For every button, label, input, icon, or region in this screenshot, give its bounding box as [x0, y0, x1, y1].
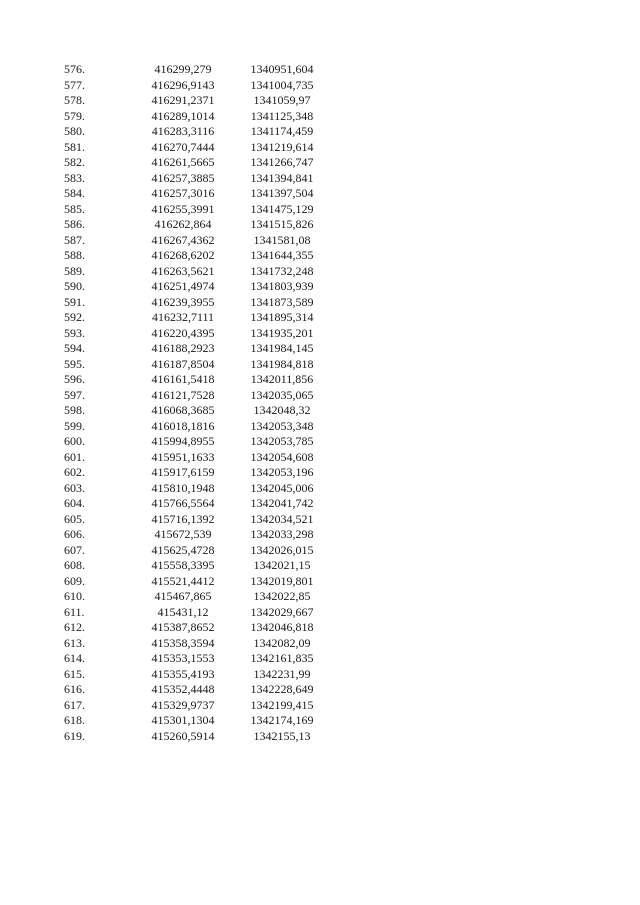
x-coordinate: 415329,9737 [151, 697, 215, 712]
table-row [64, 636, 332, 652]
table-row [64, 434, 332, 450]
x-coordinate: 415387,8652 [151, 620, 215, 634]
point-number: 615. [64, 666, 85, 681]
point-number: 585. [64, 201, 85, 216]
point-number: 616. [64, 682, 85, 696]
point-number: 608. [64, 558, 85, 572]
table-row [64, 326, 332, 342]
y-coordinate: 1342082,09 [253, 635, 311, 650]
x-coordinate: 416257,3016 [151, 186, 215, 200]
x-coordinate: 416270,7444 [151, 139, 215, 154]
x-coordinate: 416188,2923 [151, 341, 215, 355]
table-row [64, 155, 332, 171]
table-row [64, 62, 332, 78]
x-coordinate: 416068,3685 [151, 403, 215, 417]
x-coordinate: 416018,1816 [151, 418, 215, 433]
x-coordinate: 416291,2371 [151, 93, 215, 107]
table-row [64, 233, 332, 249]
x-coordinate: 416289,1014 [151, 108, 215, 123]
table-row [64, 310, 332, 326]
y-coordinate: 1341004,735 [250, 77, 314, 92]
y-coordinate: 1341394,841 [250, 170, 314, 185]
x-coordinate: 415355,4193 [151, 666, 215, 681]
table-row [64, 202, 332, 218]
point-number: 586. [64, 217, 85, 231]
point-number: 582. [64, 155, 85, 169]
point-number: 577. [64, 77, 85, 92]
table-row [64, 341, 332, 357]
point-number: 595. [64, 356, 85, 371]
point-number: 598. [64, 403, 85, 417]
table-row [64, 729, 332, 745]
y-coordinate: 1341059,97 [253, 93, 311, 107]
point-number: 607. [64, 542, 85, 557]
table-row [64, 78, 332, 94]
x-coordinate: 415917,6159 [151, 465, 215, 479]
y-coordinate: 1342019,801 [250, 573, 314, 588]
y-coordinate: 1342041,742 [250, 496, 314, 510]
table-row [64, 543, 332, 559]
x-coordinate: 415521,4412 [151, 573, 215, 588]
x-coordinate: 415766,5564 [151, 496, 215, 510]
point-number: 600. [64, 434, 85, 448]
point-number: 604. [64, 496, 85, 510]
point-number: 583. [64, 170, 85, 185]
x-coordinate: 415467,865 [154, 589, 212, 603]
x-coordinate: 415810,1948 [151, 480, 215, 495]
table-row [64, 403, 332, 419]
y-coordinate: 1342026,015 [250, 542, 314, 557]
y-coordinate: 1341515,826 [250, 217, 314, 231]
point-number: 614. [64, 651, 85, 665]
x-coordinate: 416232,7111 [151, 310, 215, 324]
x-coordinate: 416187,8504 [151, 356, 215, 371]
point-number: 587. [64, 232, 85, 247]
table-row [64, 419, 332, 435]
x-coordinate: 415672,539 [154, 527, 212, 541]
point-number: 579. [64, 108, 85, 123]
y-coordinate: 1342048,32 [253, 403, 311, 417]
x-coordinate: 416267,4362 [151, 232, 215, 247]
x-coordinate: 416268,6202 [151, 248, 215, 262]
point-number: 588. [64, 248, 85, 262]
point-number: 584. [64, 186, 85, 200]
x-coordinate: 415352,4448 [151, 682, 215, 696]
y-coordinate: 1341935,201 [250, 325, 314, 340]
x-coordinate: 415353,1553 [151, 651, 215, 665]
table-row [64, 186, 332, 202]
table-row [64, 558, 332, 574]
table-row [64, 248, 332, 264]
table-row [64, 605, 332, 621]
y-coordinate: 1340951,604 [250, 62, 314, 76]
y-coordinate: 1342053,196 [250, 465, 314, 479]
point-number: 610. [64, 589, 85, 603]
table-row [64, 667, 332, 683]
x-coordinate: 415301,1304 [151, 713, 215, 727]
x-coordinate: 415994,8955 [151, 434, 215, 448]
table-row [64, 357, 332, 373]
x-coordinate: 415260,5914 [151, 728, 215, 743]
point-number: 593. [64, 325, 85, 340]
y-coordinate: 1342174,169 [250, 713, 314, 727]
x-coordinate: 416262,864 [154, 217, 212, 231]
x-coordinate: 416255,3991 [151, 201, 215, 216]
x-coordinate: 415431,12 [157, 604, 209, 619]
y-coordinate: 1341803,939 [250, 279, 314, 293]
y-coordinate: 1341732,248 [250, 263, 314, 278]
y-coordinate: 1342029,667 [250, 604, 314, 619]
y-coordinate: 1341644,355 [250, 248, 314, 262]
y-coordinate: 1342155,13 [253, 728, 311, 743]
coordinate-table-body [64, 62, 332, 744]
point-number: 592. [64, 310, 85, 324]
point-number: 597. [64, 387, 85, 402]
y-coordinate: 1342035,065 [250, 387, 314, 402]
point-number: 589. [64, 263, 85, 278]
y-coordinate: 1342022,85 [253, 589, 311, 603]
y-coordinate: 1341873,589 [250, 294, 314, 309]
y-coordinate: 1341125,348 [250, 108, 314, 123]
table-row [64, 264, 332, 280]
y-coordinate: 1342045,006 [250, 480, 314, 495]
point-number: 580. [64, 124, 85, 138]
y-coordinate: 1342161,835 [250, 651, 314, 665]
coordinate-table [64, 62, 332, 744]
y-coordinate: 1342054,608 [250, 449, 314, 464]
table-row [64, 279, 332, 295]
point-number: 591. [64, 294, 85, 309]
point-number: 611. [64, 604, 85, 619]
table-row [64, 713, 332, 729]
table-row [64, 512, 332, 528]
y-coordinate: 1342053,785 [250, 434, 314, 448]
point-number: 613. [64, 635, 85, 650]
x-coordinate: 415558,3395 [151, 558, 215, 572]
point-number: 619. [64, 728, 85, 743]
y-coordinate: 1342021,15 [253, 558, 311, 572]
y-coordinate: 1341266,747 [250, 155, 314, 169]
point-number: 581. [64, 139, 85, 154]
y-coordinate: 1342011,856 [250, 372, 314, 386]
point-number: 603. [64, 480, 85, 495]
table-row [64, 574, 332, 590]
x-coordinate: 416220,4395 [151, 325, 215, 340]
y-coordinate: 1341895,314 [250, 310, 314, 324]
x-coordinate: 416251,4974 [151, 279, 215, 293]
table-row [64, 93, 332, 109]
point-number: 601. [64, 449, 85, 464]
y-coordinate: 1341581,08 [253, 232, 311, 247]
table-row [64, 171, 332, 187]
table-row [64, 481, 332, 497]
table-row [64, 465, 332, 481]
point-number: 618. [64, 713, 85, 727]
x-coordinate: 416161,5418 [151, 372, 215, 386]
point-number: 590. [64, 279, 85, 293]
point-number: 599. [64, 418, 85, 433]
x-coordinate: 416121,7528 [151, 387, 215, 402]
y-coordinate: 1342053,348 [250, 418, 314, 433]
x-coordinate: 416283,3116 [151, 124, 215, 138]
y-coordinate: 1342033,298 [250, 527, 314, 541]
x-coordinate: 416257,3885 [151, 170, 215, 185]
table-row [64, 651, 332, 667]
point-number: 576. [64, 62, 85, 76]
table-row [64, 682, 332, 698]
point-number: 602. [64, 465, 85, 479]
table-row [64, 124, 332, 140]
y-coordinate: 1341219,614 [250, 139, 314, 154]
y-coordinate: 1341174,459 [250, 124, 314, 138]
point-number: 617. [64, 697, 85, 712]
point-number: 594. [64, 341, 85, 355]
point-number: 606. [64, 527, 85, 541]
table-row [64, 388, 332, 404]
y-coordinate: 1341475,129 [250, 201, 314, 216]
table-row [64, 698, 332, 714]
table-row [64, 527, 332, 543]
point-number: 612. [64, 620, 85, 634]
x-coordinate: 415951,1633 [151, 449, 215, 464]
table-row [64, 295, 332, 311]
x-coordinate: 416296,9143 [151, 77, 215, 92]
point-number: 609. [64, 573, 85, 588]
y-coordinate: 1341984,145 [250, 341, 314, 355]
x-coordinate: 415625,4728 [151, 542, 215, 557]
point-number: 578. [64, 93, 85, 107]
y-coordinate: 1342231,99 [253, 666, 311, 681]
table-row [64, 372, 332, 388]
x-coordinate: 415358,3594 [151, 635, 215, 650]
table-row [64, 109, 332, 125]
table-row [64, 217, 332, 233]
y-coordinate: 1341397,504 [250, 186, 314, 200]
y-coordinate: 1342228,649 [250, 682, 314, 696]
x-coordinate: 416239,3955 [151, 294, 215, 309]
x-coordinate: 416261,5665 [151, 155, 215, 169]
x-coordinate: 416263,5621 [151, 263, 215, 278]
table-row [64, 140, 332, 156]
table-row [64, 589, 332, 605]
table-row [64, 620, 332, 636]
y-coordinate: 1341984,818 [250, 356, 314, 371]
y-coordinate: 1342034,521 [250, 511, 314, 526]
point-number: 605. [64, 511, 85, 526]
x-coordinate: 416299,279 [154, 62, 212, 76]
point-number: 596. [64, 372, 85, 386]
table-row [64, 450, 332, 466]
y-coordinate: 1342199,415 [250, 697, 314, 712]
table-row [64, 496, 332, 512]
x-coordinate: 415716,1392 [151, 511, 215, 526]
y-coordinate: 1342046,818 [250, 620, 314, 634]
